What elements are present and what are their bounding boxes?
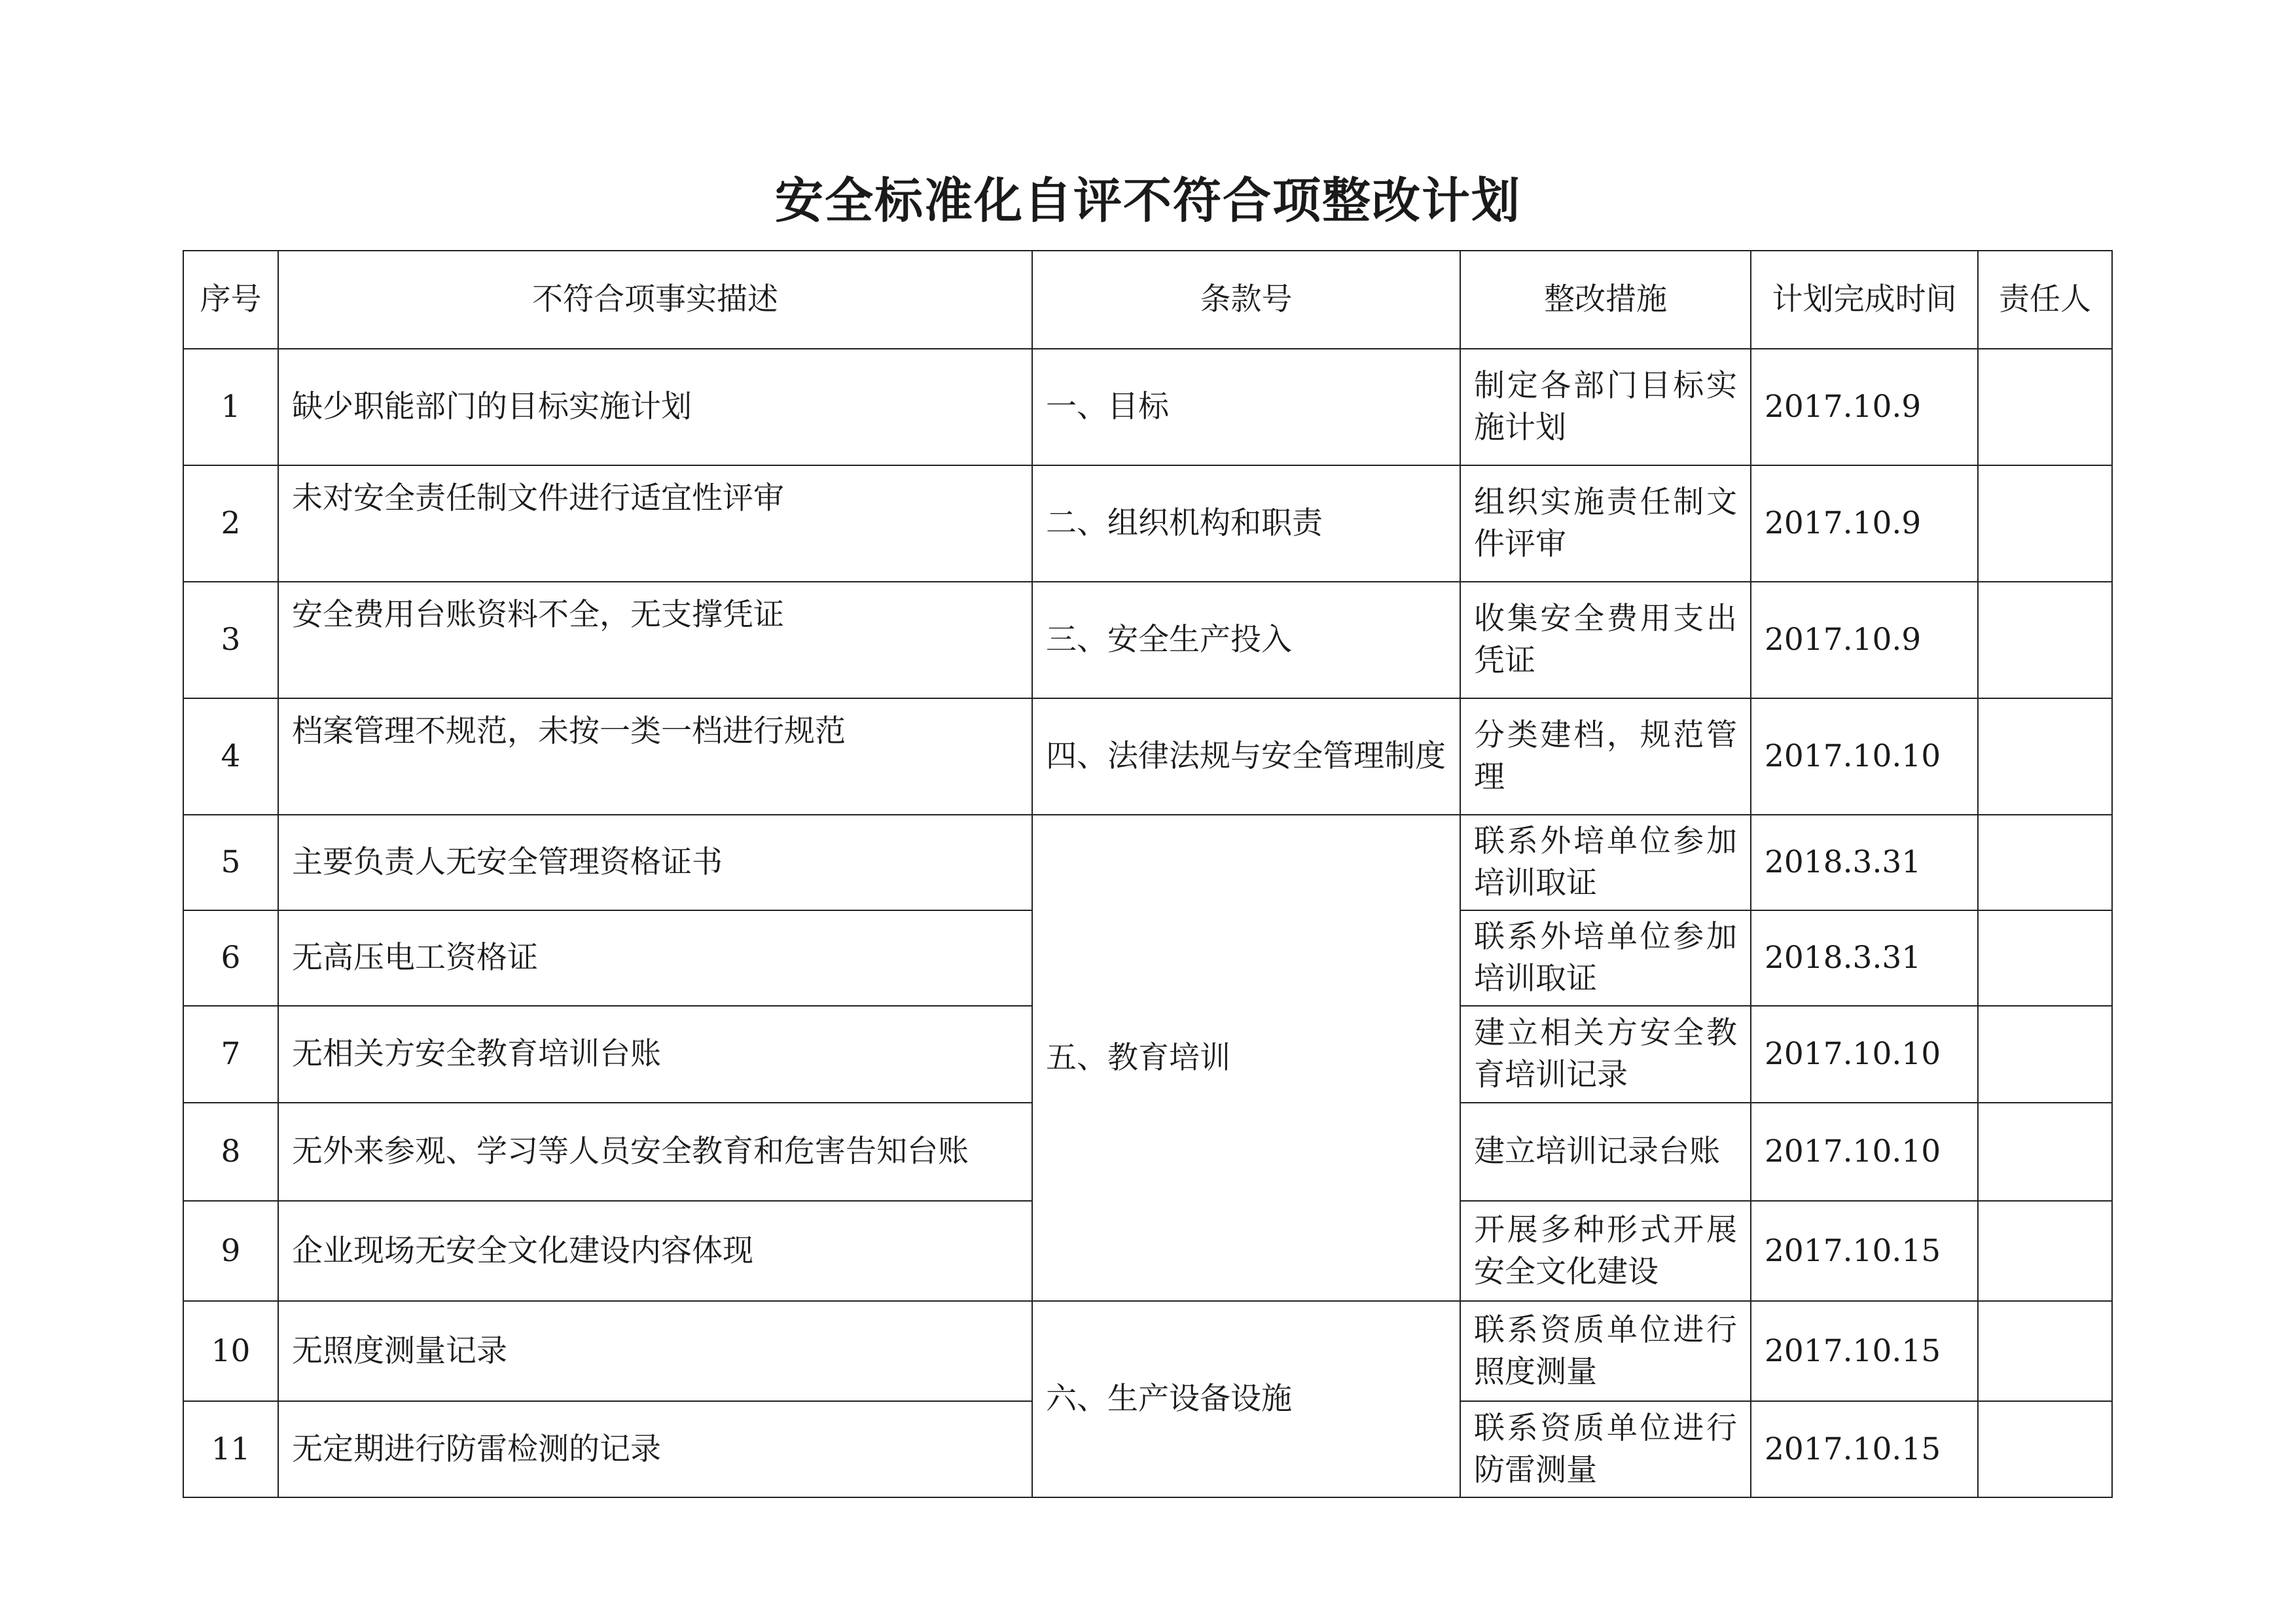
row-deadline: 2017.10.10 <box>1751 1006 1978 1103</box>
row-no: 9 <box>183 1201 278 1301</box>
row-person <box>1978 582 2112 698</box>
row-clause: 二、组织机构和职责 <box>1032 465 1460 582</box>
header-deadline: 计划完成时间 <box>1751 251 1978 349</box>
row-no: 11 <box>183 1401 278 1497</box>
row-person <box>1978 1301 2112 1401</box>
row-measure: 联系外培单位参加培训取证 <box>1460 815 1751 910</box>
row-person <box>1978 465 2112 582</box>
header-clause: 条款号 <box>1032 251 1460 349</box>
row-measure: 建立相关方安全教育培训记录 <box>1460 1006 1751 1103</box>
row-deadline: 2017.10.10 <box>1751 698 1978 815</box>
header-person: 责任人 <box>1978 251 2112 349</box>
table-row <box>183 465 2112 582</box>
row-no: 7 <box>183 1006 278 1103</box>
row-person <box>1978 349 2112 465</box>
row-measure: 开展多种形式开展安全文化建设 <box>1460 1201 1751 1301</box>
row-clause: 四、法律法规与安全管理制度 <box>1032 698 1460 815</box>
row-clause-merged: 六、生产设备设施 <box>1032 1301 1460 1497</box>
row-deadline: 2017.10.10 <box>1751 1103 1978 1201</box>
row-description: 档案管理不规范，未按一类一档进行规范 <box>278 698 1032 815</box>
row-description: 安全费用台账资料不全，无支撑凭证 <box>278 582 1032 698</box>
row-person <box>1978 910 2112 1006</box>
row-no: 8 <box>183 1103 278 1201</box>
row-description: 无定期进行防雷检测的记录 <box>278 1401 1032 1497</box>
row-deadline: 2017.10.15 <box>1751 1201 1978 1301</box>
row-no: 5 <box>183 815 278 910</box>
row-deadline: 2018.3.31 <box>1751 910 1978 1006</box>
row-deadline: 2017.10.15 <box>1751 1401 1978 1497</box>
row-person <box>1978 1103 2112 1201</box>
row-clause-merged: 五、教育培训 <box>1032 815 1460 1301</box>
row-deadline: 2017.10.9 <box>1751 349 1978 465</box>
row-person <box>1978 1006 2112 1103</box>
row-deadline: 2018.3.31 <box>1751 815 1978 910</box>
table-row <box>183 349 2112 465</box>
row-description: 主要负责人无安全管理资格证书 <box>278 815 1032 910</box>
row-measure: 建立培训记录台账 <box>1460 1103 1751 1201</box>
row-clause: 一、目标 <box>1032 349 1460 465</box>
header-description: 不符合项事实描述 <box>278 251 1032 349</box>
row-measure: 分类建档，规范管理 <box>1460 698 1751 815</box>
row-measure: 联系资质单位进行照度测量 <box>1460 1301 1751 1401</box>
row-person <box>1978 815 2112 910</box>
row-clause: 三、安全生产投入 <box>1032 582 1460 698</box>
row-deadline: 2017.10.9 <box>1751 582 1978 698</box>
header-measure: 整改措施 <box>1460 251 1751 349</box>
row-deadline: 2017.10.15 <box>1751 1301 1978 1401</box>
rectification-plan-table <box>183 250 2113 1498</box>
row-measure: 制定各部门目标实施计划 <box>1460 349 1751 465</box>
row-no: 4 <box>183 698 278 815</box>
table-header-row <box>183 251 2112 349</box>
row-person <box>1978 698 2112 815</box>
row-description: 无高压电工资格证 <box>278 910 1032 1006</box>
row-person <box>1978 1401 2112 1497</box>
row-no: 1 <box>183 349 278 465</box>
row-deadline: 2017.10.9 <box>1751 465 1978 582</box>
table-row <box>183 815 2112 910</box>
row-no: 10 <box>183 1301 278 1401</box>
row-description: 无外来参观、学习等人员安全教育和危害告知台账 <box>278 1103 1032 1201</box>
row-person <box>1978 1201 2112 1301</box>
row-measure: 组织实施责任制文件评审 <box>1460 465 1751 582</box>
table-row <box>183 582 2112 698</box>
page-title: 安全标准化自评不符合项整改计划 <box>775 173 1521 229</box>
row-measure: 联系外培单位参加培训取证 <box>1460 910 1751 1006</box>
header-no: 序号 <box>183 251 278 349</box>
row-no: 3 <box>183 582 278 698</box>
row-measure: 联系资质单位进行防雷测量 <box>1460 1401 1751 1497</box>
table-row <box>183 698 2112 815</box>
row-description: 无照度测量记录 <box>278 1301 1032 1401</box>
row-measure: 收集安全费用支出凭证 <box>1460 582 1751 698</box>
row-description: 企业现场无安全文化建设内容体现 <box>278 1201 1032 1301</box>
row-description: 无相关方安全教育培训台账 <box>278 1006 1032 1103</box>
row-no: 2 <box>183 465 278 582</box>
row-description: 缺少职能部门的目标实施计划 <box>278 349 1032 465</box>
row-description: 未对安全责任制文件进行适宜性评审 <box>278 465 1032 582</box>
row-no: 6 <box>183 910 278 1006</box>
table-row <box>183 1301 2112 1401</box>
